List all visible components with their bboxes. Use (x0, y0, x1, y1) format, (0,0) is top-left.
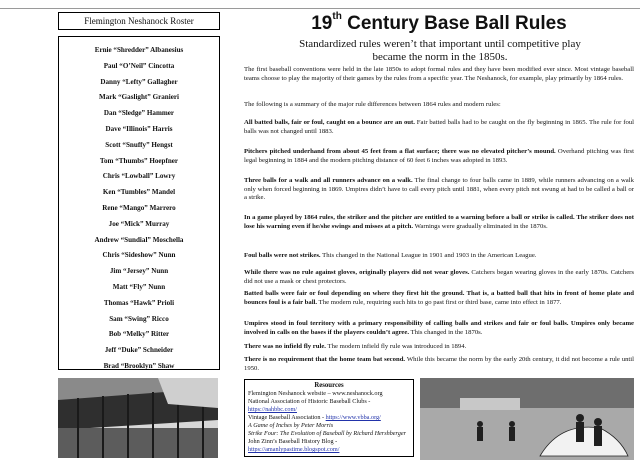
roster-player: Dan “Sledge” Hammer (103, 109, 175, 118)
resource-item: Strike Four: The Evolution of Baseball by Richard Hershberger (248, 430, 406, 437)
roster-player: Brad “Brooklyn” Shaw (103, 361, 175, 370)
rule-paragraph: There was no infield fly rule. The modern infield fly rule was introduced in 1894. (244, 343, 467, 350)
game-photo (420, 378, 634, 460)
roster-player: Rene “Mango” Marrero (102, 203, 176, 212)
roster-player: Sam “Swing” Ricco (109, 314, 169, 323)
rule-paragraph: Pitchers pitched underhand from about 45 feet from a flat surface; there was no elevated pitcher’s mound. Overhand pitching was first legal beginning in 1884 and the modern pitching distance of 60 feet 6 inches was adopted in 1893. (244, 148, 634, 164)
roster-player: Dave “Illinois” Harris (105, 124, 173, 133)
resources-box (244, 379, 414, 457)
resource-item: John Zinn’s Baseball History Blog - https://amanlypastime.blogspot.com/ (248, 438, 340, 453)
resource-link[interactable]: https://nahbbc.com/ (248, 406, 297, 413)
roster-player: Paul “O’Neil” Cincotta (103, 61, 175, 70)
roster-player: Andrew “Sundial” Moschella (94, 235, 184, 244)
roster-player: Ken “Tumbles” Mandel (102, 188, 176, 197)
roster-player: Ernie “Shredder” Albanesius (94, 46, 184, 54)
roster-player: Scott “Snuffy” Hengst (105, 140, 173, 149)
resource-item: Flemington Neshanock website – www.neshanock.org (248, 390, 383, 397)
roster-player: Tom “Thumbs” Hoepfner (99, 156, 179, 165)
rule-paragraph: All batted balls, fair or foul, caught on a bounce are an out. Fair batted balls had to be caught on the fly beginning in 1865. The rule for foul balls was not changed until 1883. (244, 119, 634, 135)
resource-link[interactable]: https://www.vbba.org/ (325, 414, 381, 421)
resource-item: Vintage Baseball Association - https://www.vbba.org/ (248, 414, 381, 421)
roster-player: Matt “Fly” Nunn (112, 282, 166, 291)
rule-paragraph: Umpires stood in foul territory with a primary responsibility of calling balls and strikes and fair or foul balls. Umpires only became involved in calls on the bases if the players couldn’t agree. This changed in the 1870s. (244, 320, 634, 336)
roster-player: Joe “Mick” Murray (108, 219, 170, 228)
resources-heading: Resources (314, 382, 344, 389)
resource-item: A Game of Inches by Peter Morris (248, 422, 334, 429)
rule-paragraph: Three balls for a walk and all runners advance on a walk. The final change to four balls came in 1889, while runners advancing on a walk only when forced beginning in 1869. Umpires didn’t have to call every pitch until 1881, when every pitch not swung at had to be called a ball or a strike. (244, 177, 634, 202)
top-divider (0, 8, 640, 9)
resource-item: National Association of Historic Baseball Clubs - https://nahbbc.com/ (248, 398, 371, 413)
stadium-photo (58, 378, 218, 458)
intro-paragraph-1: The first baseball conventions were held in the late 1850s to adopt formal rules and they have been modified ever since. Most vintage baseball teams choose to play the majority of their games by the rules from a specific year. The Neshanock, for example, play primarily by 1864 rules. (244, 66, 634, 82)
roster-list (59, 37, 219, 422)
roster-player: Jim “Jersey” Nunn (109, 267, 169, 276)
rule-paragraph: Foul balls were not strikes. This changed in the National League in 1901 and 1903 in the American League. (244, 252, 537, 259)
rule-paragraph: Batted balls were fair or foul depending on where they first hit the ground. That is, a batted ball that hits in front of home plate and bounces foul is a fair ball. The modern rule, requiring such hits to go past first or third base, came into effect in 1877. (244, 290, 634, 306)
roster-player: Jeff “Duke” Schneider (104, 346, 174, 355)
roster-player: Chris “Lowball” Lowry (102, 172, 176, 181)
roster-player: Chris “Sideshow” Nunn (102, 251, 176, 260)
rule-paragraph: There is no requirement that the home team bat second. While this became the norm by the early 20th century, it did not become a rule until 1950. (244, 356, 635, 372)
roster-player: Danny “Lefty” Gallagher (100, 77, 178, 86)
page-title: 19th Century Base Ball Rules (311, 11, 567, 34)
rule-paragraph: While there was no rule against gloves, originally players did not wear gloves. Catchers began wearing gloves in the early 1870s. Catchers did not use a mask or chest protectors. (244, 269, 634, 285)
roster-tab-label: Flemington Neshanock Roster (58, 12, 220, 30)
roster-player: Mark “Gaslight” Granieri (99, 93, 179, 102)
rule-paragraph: In a game played by 1864 rules, the striker and the pitcher are entitled to a warning before a ball or strike is called. The striker does not lose his warning even if he/she swings and misses at a pitch. Warnings were gradually eliminated in the 1870s. (244, 214, 634, 230)
page-subtitle: Standardized rules weren’t that important until competitive play became the norm in the 1850s. (299, 38, 581, 63)
intro-paragraph-2: The following is a summary of the major rule differences between 1864 rules and modern rules: (244, 101, 501, 108)
roster-box (58, 36, 220, 370)
roster-player: Thomas “Hawk” Prioli (103, 298, 175, 307)
resource-link[interactable]: https://amanlypastime.blogspot.com/ (248, 446, 340, 453)
roster-player: Bob “Melky” Ritter (108, 330, 170, 339)
